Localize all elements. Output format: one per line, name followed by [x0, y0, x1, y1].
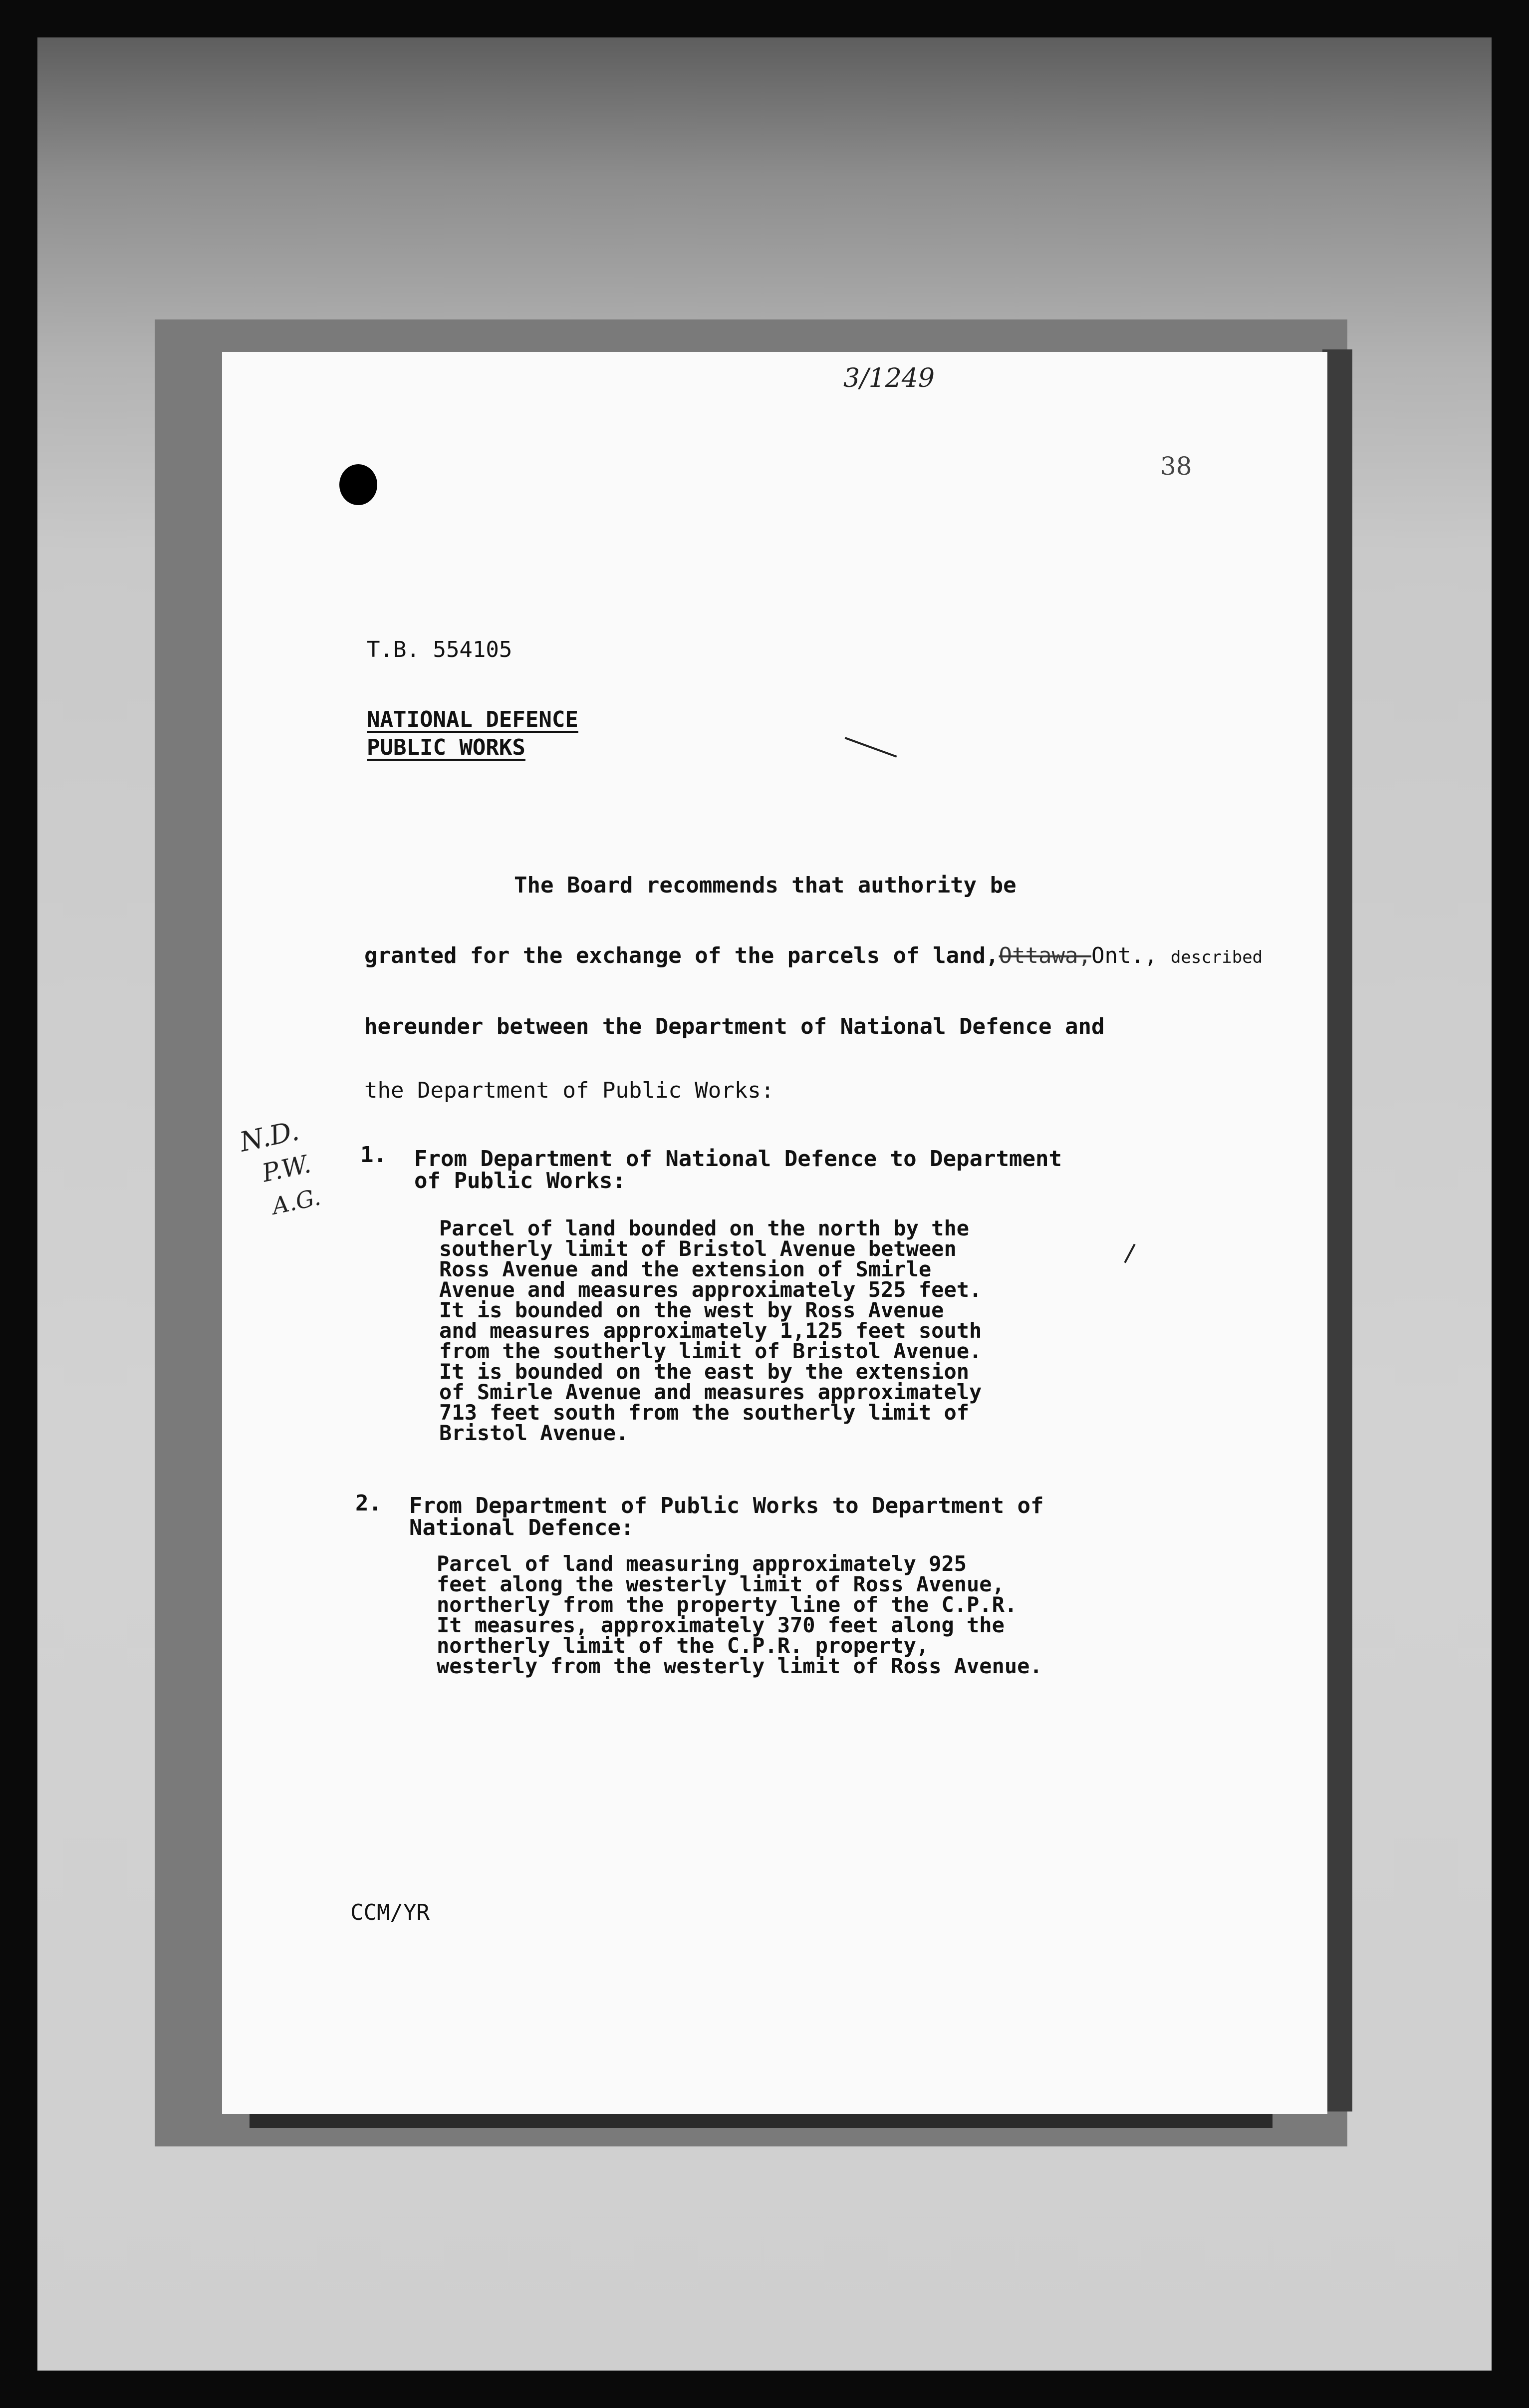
- item-2-description: Parcel of land measuring approximately 925 feet along the westerly limit of Ross Avenue, northerly from the property line of the C.P.R. It measures, approximately 370 feet along the northerly limit of the C.P.R. property, westerly from the westerly limit of Ross Avenue.: [437, 1551, 1042, 1678]
- margin-initial-2: P.W.: [259, 1149, 313, 1188]
- struck-city: Ottawa,: [999, 943, 1091, 968]
- body-line-3: hereunder between the Department of National Defence and: [364, 1014, 1105, 1039]
- department-heading-works: PUBLIC WORKS: [367, 735, 525, 760]
- department-heading-defence: NATIONAL DEFENCE: [367, 707, 578, 732]
- handwritten-reference: 3/1249: [843, 363, 935, 393]
- item-1-heading: From Department of National Defence to Department of Public Works:: [414, 1146, 1062, 1194]
- margin-initial-1: N.D.: [237, 1115, 302, 1158]
- margin-initial-3: A.G.: [269, 1183, 323, 1220]
- item-2-number: 2.: [355, 1491, 382, 1516]
- body-line-2: [364, 945, 1263, 968]
- body-line-2-start: granted for the exchange of the parcels of land,: [364, 943, 999, 968]
- page-number: 38: [1160, 452, 1192, 481]
- body-line-2-end: described: [1170, 947, 1263, 967]
- punch-hole: [339, 464, 377, 505]
- item-1-number: 1.: [360, 1142, 387, 1168]
- body-line-1: The Board recommends that authority be: [514, 873, 1017, 898]
- tb-reference: T.B. 554105: [367, 637, 512, 662]
- province-abbrev: Ont.,: [1091, 943, 1158, 968]
- typist-initials: CCM/YR: [350, 1900, 430, 1925]
- item-2-heading: From Department of Public Works to Department of National Defence:: [409, 1493, 1044, 1540]
- item-1-description: Parcel of land bounded on the north by the southerly limit of Bristol Avenue between Ross Avenue and the extension of Smirle Avenue and measures approximately 525 feet. It is bounded on the west by Ross Avenue and measures approximately 1,125 feet south from the southerly limit of Bristol Avenue. It is bounded on the east by the extension of Smirle Avenue and measures approximately 713 feet south from the southerly limit of Bristol Avenue.: [439, 1216, 982, 1445]
- body-line-4: the Department of Public Works:: [364, 1078, 774, 1103]
- sheet-bottom-shadow: [250, 2114, 1273, 2128]
